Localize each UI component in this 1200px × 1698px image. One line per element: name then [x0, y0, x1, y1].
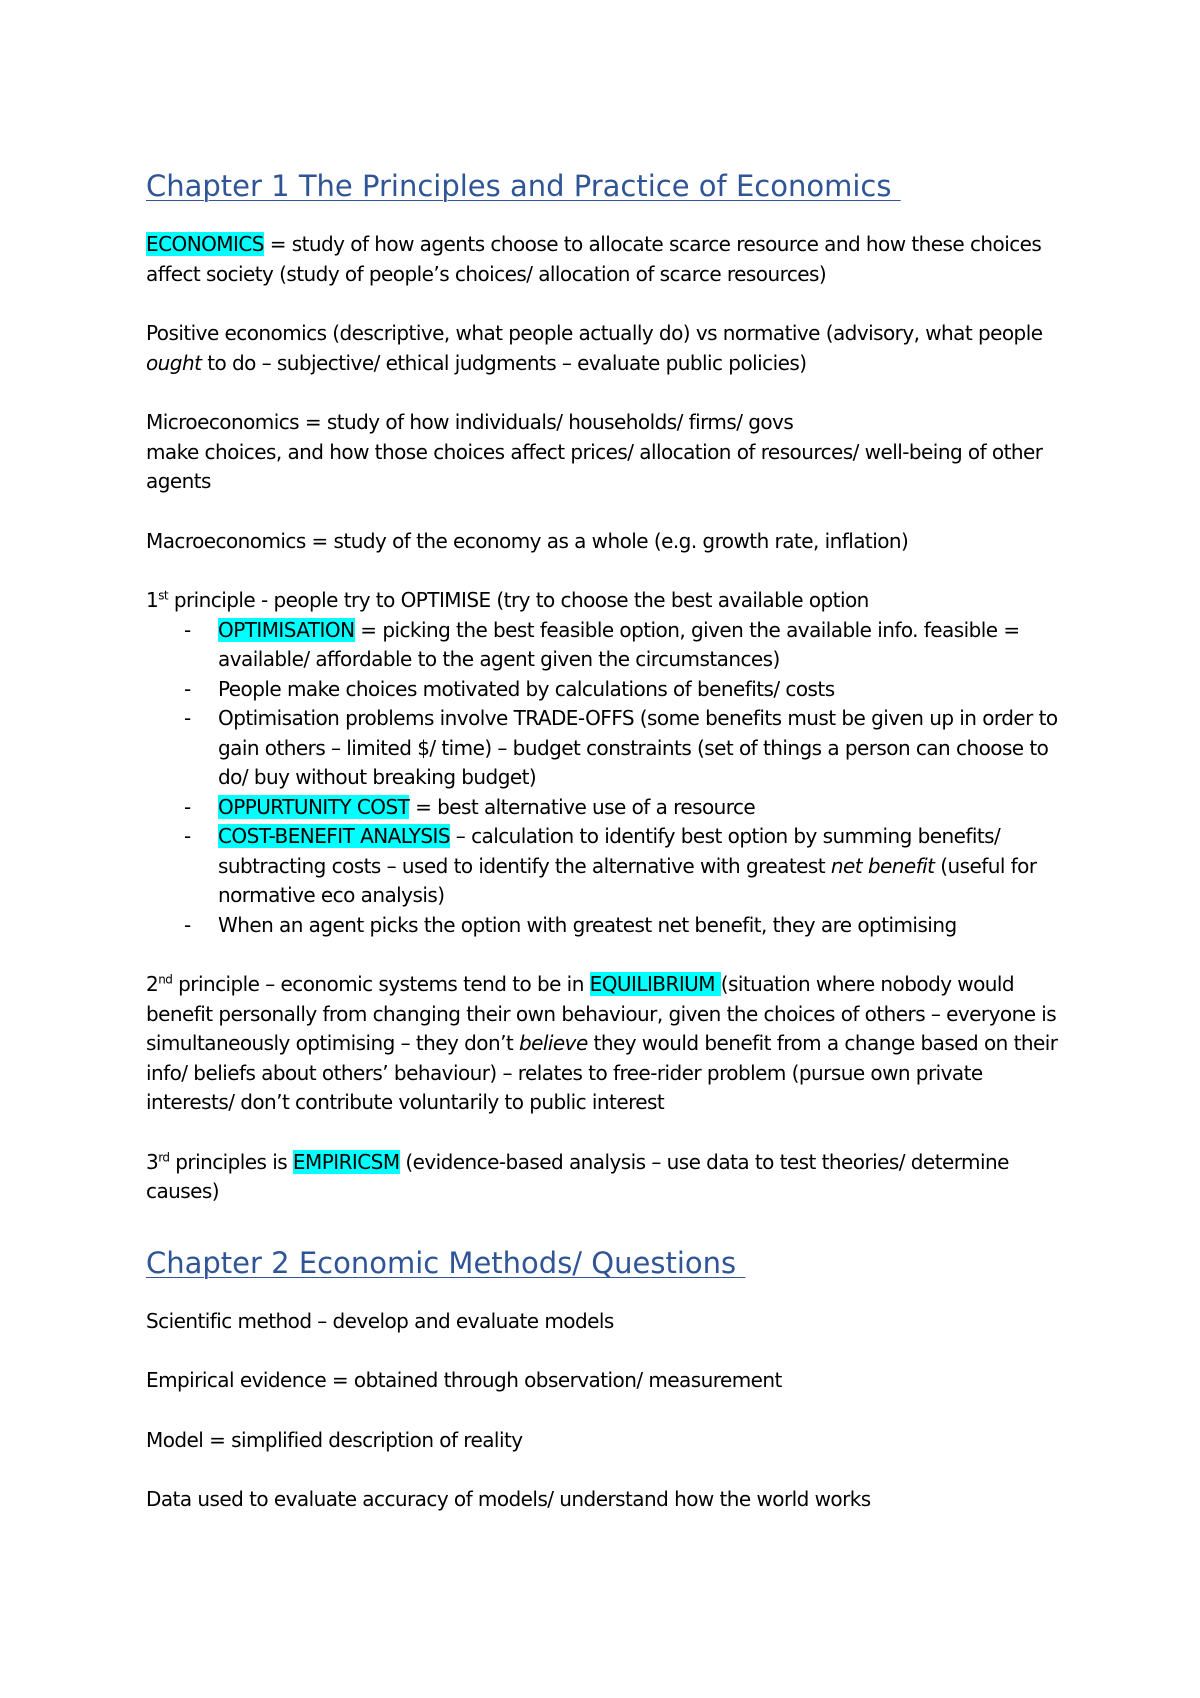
list-item [146, 911, 1076, 941]
dash-bullet: - [184, 676, 191, 701]
dash-bullet: - [184, 794, 191, 819]
dash-bullet: - [184, 824, 191, 848]
principle-3-ordinal: rd [158, 1149, 170, 1164]
document-body [146, 168, 1076, 1515]
principle-3-text-before: principles is [169, 1149, 293, 1174]
list-item-text: – calculation to identify best option by summing benefits/ subtracting costs – used to identify the alternative with greatest [218, 824, 1001, 878]
highlight-empiricism: EMPIRICSM [292, 1149, 400, 1174]
dash-bullet: - [184, 912, 191, 937]
list-item-text-after: (useful for normative eco analysis) [218, 853, 1037, 907]
highlight-optimisation: OPTIMISATION [218, 617, 355, 642]
principle-2-text-mid: (situation where nobody would benefit personally from changing their own behaviour, given the choices of others – everyone is simultaneously optimising – they don’t [146, 972, 1057, 1055]
highlight-economics: ECONOMICS [146, 232, 264, 256]
principle-2-text-before: principle – economic systems tend to be in [172, 972, 590, 996]
list-item-text: Optimisation problems involve TRADE-OFFS (some benefits must be given up in order to gain others – limited $/ time) – budget constraints (set of things a person can choose to do/ buy without breaking budget) [218, 706, 1058, 789]
list-item-text: = best alternative use of a resource [409, 794, 756, 819]
positive-text-after: to do – subjective/ ethical judgments – evaluate public policies) [201, 350, 807, 375]
highlight-opportunity-cost: OPPURTUNITY COST [218, 794, 410, 819]
principle-3-text-after: (evidence-based analysis – use data to test theories/ determine causes) [146, 1149, 1009, 1203]
list-item-text: = picking the best feasible option, given the available info. feasible = available/ affordable to the agent given the circumstances) [218, 617, 1020, 671]
economics-definition-text: = study of how agents choose to allocate scarce resource and how these choices affect society (study of people’s choices/ allocation of scarce resources) [146, 232, 1042, 286]
list-item [146, 822, 1076, 911]
dash-bullet: - [184, 617, 191, 642]
chapter-2-heading: Chapter 2 Economic Methods/ Questions [146, 1245, 746, 1280]
list-item [146, 675, 1076, 705]
principle-2-text-after: they would benefit from a change based on their info/ beliefs about others’ behaviour) – relates to free-rider problem (pursue own private interests/ don’t contribute voluntarily to public interest [146, 1031, 1058, 1114]
italic-believe: believe [519, 1031, 588, 1055]
principle-2-paragraph [146, 970, 1076, 1118]
list-item [146, 616, 1076, 675]
chapter-1-heading: Chapter 1 The Principles and Practice of Economics [146, 169, 901, 203]
principle-2-number: 2 [146, 972, 159, 996]
list-item [146, 704, 1076, 793]
dash-bullet: - [184, 706, 191, 730]
economics-definition [146, 230, 1076, 289]
principle-1-text: principle - people try to OPTIMISE (try to choose the best available option [168, 588, 869, 612]
principle-3-number: 3 [146, 1149, 159, 1174]
principle-1-list [146, 616, 1076, 941]
italic-net-benefit: net benefit [830, 853, 935, 878]
positive-economics-paragraph [146, 319, 1076, 378]
positive-italic-ought: ought [146, 350, 202, 375]
list-item [146, 793, 1076, 823]
highlight-equilibrium: EQUILIBRIUM [589, 972, 721, 996]
principle-2-ordinal: nd [158, 972, 173, 987]
microeconomics-line-1: Microeconomics = study of how individuals/ households/ firms/ govs [146, 410, 794, 434]
list-item-text: When an agent picks the option with greatest net benefit, they are optimising [218, 912, 957, 937]
scientific-method-paragraph: Scientific method – develop and evaluate models [146, 1308, 614, 1333]
principle-1-number: 1 [146, 588, 159, 612]
positive-text-before: Positive economics (descriptive, what people actually do) vs normative (advisory, what people [146, 321, 1043, 345]
list-item-text: People make choices motivated by calculations of benefits/ costs [218, 676, 835, 701]
empirical-evidence-paragraph: Empirical evidence = obtained through observation/ measurement [146, 1368, 782, 1392]
principle-1-heading [146, 586, 1076, 616]
model-paragraph: Model = simplified description of reality [146, 1427, 523, 1452]
principle-3-paragraph [146, 1148, 1076, 1207]
data-paragraph: Data used to evaluate accuracy of models/ understand how the world works [146, 1487, 871, 1511]
microeconomics-line-2: make choices, and how those choices affect prices/ allocation of resources/ well-being of other agents [146, 439, 1043, 493]
highlight-cost-benefit-analysis: COST-BENEFIT ANALYSIS [218, 824, 450, 848]
principle-1-ordinal: st [158, 588, 169, 603]
macroeconomics-definition: Macroeconomics = study of the economy as a whole (e.g. growth rate, inflation) [146, 528, 909, 553]
